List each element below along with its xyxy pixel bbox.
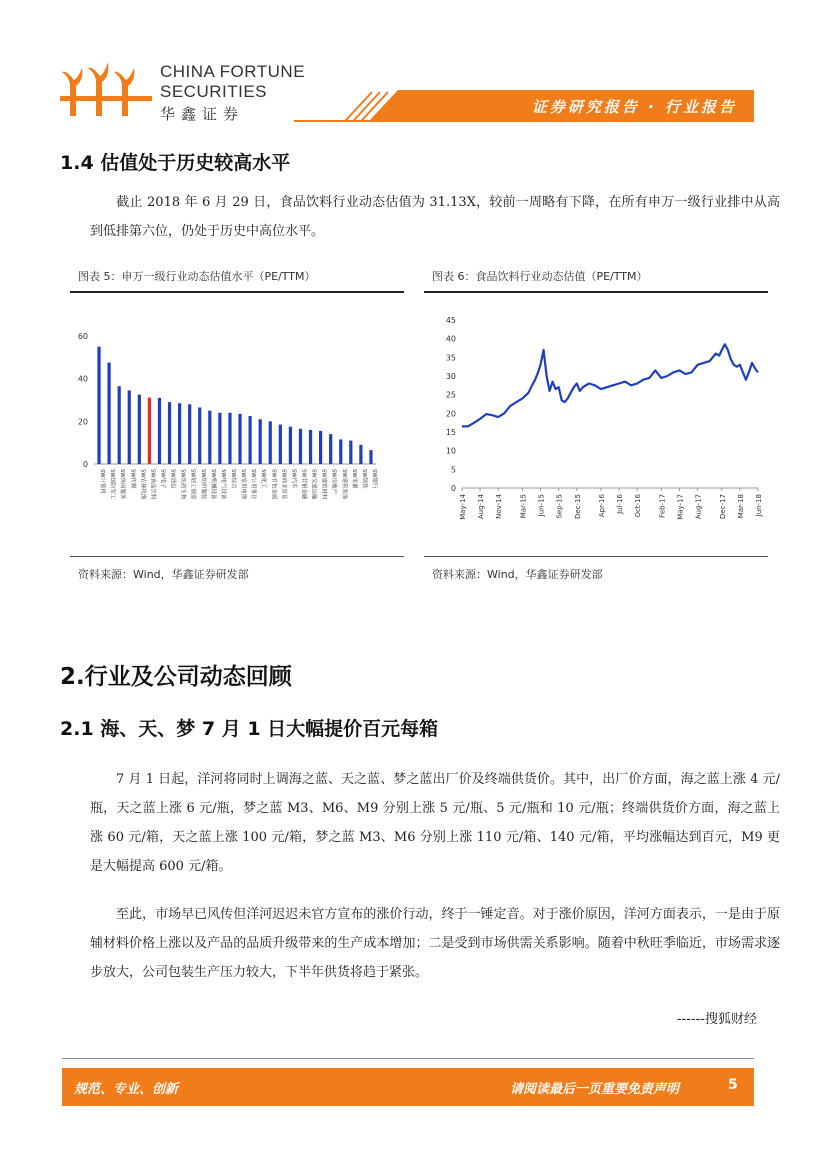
figure6-title: 图表 6：食品饮料行业动态估值（PE/TTM） [432, 270, 648, 283]
figure6-line-chart [424, 298, 768, 548]
bar-6 [158, 398, 161, 464]
paragraph-reason [90, 900, 780, 987]
bar-1 [108, 363, 111, 464]
x-tick-label-15: Jun-18 [755, 494, 763, 517]
x-tick-label-10: Feb-17 [658, 494, 667, 518]
footer-slogan: 规范、专业、创新 [74, 1082, 179, 1097]
x-tick-label-18: SW商业贸易 [280, 469, 287, 500]
x-tick-label-9: SW轻工制造 [189, 469, 196, 500]
bar-0 [97, 347, 100, 464]
bar-26 [359, 445, 362, 464]
x-tick-label-3: SW传媒 [129, 469, 136, 489]
report-tag: 证券研究报告 · 行业报告 [531, 98, 737, 116]
x-tick-label-14: SW家用电器 [240, 469, 247, 500]
x-tick-label-1: Aug-14 [477, 494, 486, 520]
bar-11 [208, 411, 211, 464]
bar-7 [168, 402, 171, 464]
x-tick-label-27: SW银行 [370, 469, 377, 489]
x-tick-label-2: SW休闲服务 [119, 469, 126, 500]
figure5-source: 资料来源：Wind，华鑫证券研发部 [78, 568, 249, 581]
bar-15 [249, 416, 252, 464]
y-tick-label-2: 40 [77, 374, 88, 384]
paragraph-valuation-text: 截止 2018 年 6 月 29 日，食品饮料行业动态估值为 31.13X，较前一周略有下降，在所有申万一级行业排中从高到低排第六位，仍处于历史中高位水平。 [90, 195, 780, 239]
bar-17 [269, 421, 272, 464]
source-citation: ------搜狐财经 [676, 1012, 757, 1027]
figure6-top-rule [424, 291, 768, 293]
section-heading-1-4: 1.4 估值处于历史较高水平 [60, 152, 291, 174]
x-tick-label-15: SW公用事业 [250, 469, 257, 500]
x-tick-label-4: SW农林牧渔 [139, 469, 146, 500]
x-tick-label-26: SW钢铁 [360, 469, 367, 489]
y-tick-label-7: 35 [445, 353, 456, 363]
logo-icon [60, 56, 152, 122]
x-tick-label-13: Dec-17 [718, 494, 727, 519]
x-tick-label-22: SW建筑材料 [320, 469, 327, 500]
x-tick-label-9: Oct-16 [634, 494, 643, 518]
x-tick-label-13: SW综合 [229, 469, 236, 489]
section-heading-2-1: 2.1 海、天、梦 7 月 1 日大幅提价百元每箱 [60, 718, 439, 740]
paragraph-reason-text: 至此，市场早已风传但洋河迟迟未官方宣布的涨价行动，终于一锤定音。对于涨价原因，洋河方面表示，一是由于原辅材料价格上涨以及产品的品质升级带来的生产成本增加；二是受到市场供需关系影响。随着中秋旺季临近，市场需求逐步放大，公司包装生产压力较大，下半年供货将趋于紧张。 [90, 907, 780, 980]
footer-rule [62, 1058, 754, 1059]
brand-english-line2: SECURITIES [160, 82, 268, 101]
x-tick-label-20: SW非银金融 [300, 469, 307, 500]
x-tick-label-17: SW有色金属 [270, 469, 277, 500]
x-tick-label-1: SW国防军工 [109, 469, 116, 500]
bar-18 [279, 425, 282, 464]
x-tick-label-8: SW医药生物 [179, 469, 186, 500]
x-tick-label-5: Sep-15 [555, 494, 564, 519]
y-tick-label-0: 0 [450, 484, 456, 493]
x-tick-label-4: Jun-15 [537, 494, 546, 517]
bar-27 [369, 450, 372, 464]
bar-4 [138, 395, 141, 464]
x-tick-label-6: SW电子 [159, 469, 166, 489]
y-tick-label-2: 10 [445, 446, 456, 456]
x-tick-label-5: SW食品饮料 [149, 469, 156, 500]
bar-13 [228, 413, 231, 464]
series-line-0 [462, 344, 758, 426]
y-tick-label-4: 20 [445, 409, 456, 419]
x-tick-label-2: Nov-14 [495, 494, 504, 519]
x-tick-label-12: Aug-17 [694, 494, 703, 520]
x-tick-label-6: Dec-15 [573, 494, 582, 519]
figure5-bottom-rule [70, 556, 404, 557]
bar-8 [178, 403, 181, 464]
x-tick-label-3: Mar-15 [519, 494, 528, 519]
y-tick-label-3: 15 [445, 428, 456, 437]
x-tick-label-7: Apr-16 [597, 494, 606, 518]
footer-disclaimer-note: 请阅读最后一页重要免责声明 [510, 1082, 680, 1097]
bar-3 [128, 390, 131, 464]
bar-10 [198, 407, 201, 464]
x-tick-label-11: SW机械设备 [209, 469, 216, 500]
figure6-bottom-rule [424, 556, 768, 557]
x-tick-label-0: May-14 [459, 494, 467, 520]
bar-5 [148, 398, 151, 464]
figure5-top-rule [70, 291, 404, 293]
bar-24 [339, 439, 342, 464]
page-number: 5 [728, 1077, 738, 1093]
x-tick-label-14: Mar-18 [736, 494, 745, 519]
bar-19 [289, 427, 292, 464]
paragraph-price-increase-text: 7 月 1 日起，洋河将同时上调海之蓝、天之蓝、梦之蓝出厂价及终端供货价。其中，出厂价方面，海之蓝上涨 4 元/瓶，天之蓝上涨 6 元/瓶，梦之蓝 M3、M6、M9 分别上涨 5 元/瓶、5 元/瓶和 10 元/瓶；终端供货价方面，海之蓝上涨 60 元/箱，天之蓝上涨 100 元/箱，梦之蓝 M3、M6 分别上涨 110 元/箱、140 元/箱，平均涨幅达到百元，M9 更是大幅提高 600 元/箱。 [90, 772, 780, 874]
x-tick-label-10: SW纺织服装 [199, 469, 206, 500]
section-heading-2: 2.行业及公司动态回顾 [60, 664, 292, 690]
y-tick-label-3: 60 [77, 332, 88, 341]
bar-9 [188, 404, 191, 464]
x-tick-label-24: SW建筑装饰 [340, 469, 347, 500]
y-tick-label-8: 40 [445, 334, 456, 344]
bar-21 [309, 430, 312, 464]
bar-14 [238, 414, 241, 464]
x-tick-label-19: SW汽车 [290, 469, 297, 489]
y-tick-label-6: 30 [445, 372, 456, 381]
header-logo [60, 56, 152, 122]
bar-25 [349, 441, 352, 464]
brand-english-line1: CHINA FORTUNE [160, 62, 306, 81]
x-tick-label-25: SW采掘 [350, 469, 357, 489]
bar-2 [118, 386, 121, 464]
figure5-bar-chart [70, 298, 404, 548]
x-tick-label-7: SW通信 [169, 469, 176, 489]
figure5-title: 图表 5：申万一级行业动态估值水平（PE/TTM） [78, 270, 316, 283]
figure6-source: 资料来源：Wind，华鑫证券研发部 [432, 568, 603, 581]
bar-23 [329, 434, 332, 464]
y-tick-label-1: 5 [450, 465, 456, 475]
bar-12 [218, 413, 221, 464]
x-tick-label-21: SW交通运输 [310, 469, 317, 500]
paragraph-valuation [90, 188, 780, 246]
paragraph-price-increase [90, 765, 780, 881]
bar-20 [299, 429, 302, 464]
brand-chinese: 华鑫证券 [160, 105, 245, 123]
y-tick-label-9: 45 [445, 316, 456, 325]
x-tick-label-23: SW房地产 [330, 469, 337, 494]
x-tick-label-0: SW计算机 [99, 469, 106, 494]
bar-16 [259, 419, 262, 464]
x-tick-label-8: Jul-16 [616, 494, 625, 514]
x-tick-label-11: May-17 [676, 494, 685, 520]
y-tick-label-0: 0 [82, 460, 88, 469]
x-tick-label-12: SW电气设备 [219, 469, 226, 500]
bar-22 [319, 431, 322, 464]
y-tick-label-1: 20 [77, 417, 88, 427]
y-tick-label-5: 25 [445, 390, 456, 400]
x-tick-label-16: SW化工 [260, 469, 267, 489]
